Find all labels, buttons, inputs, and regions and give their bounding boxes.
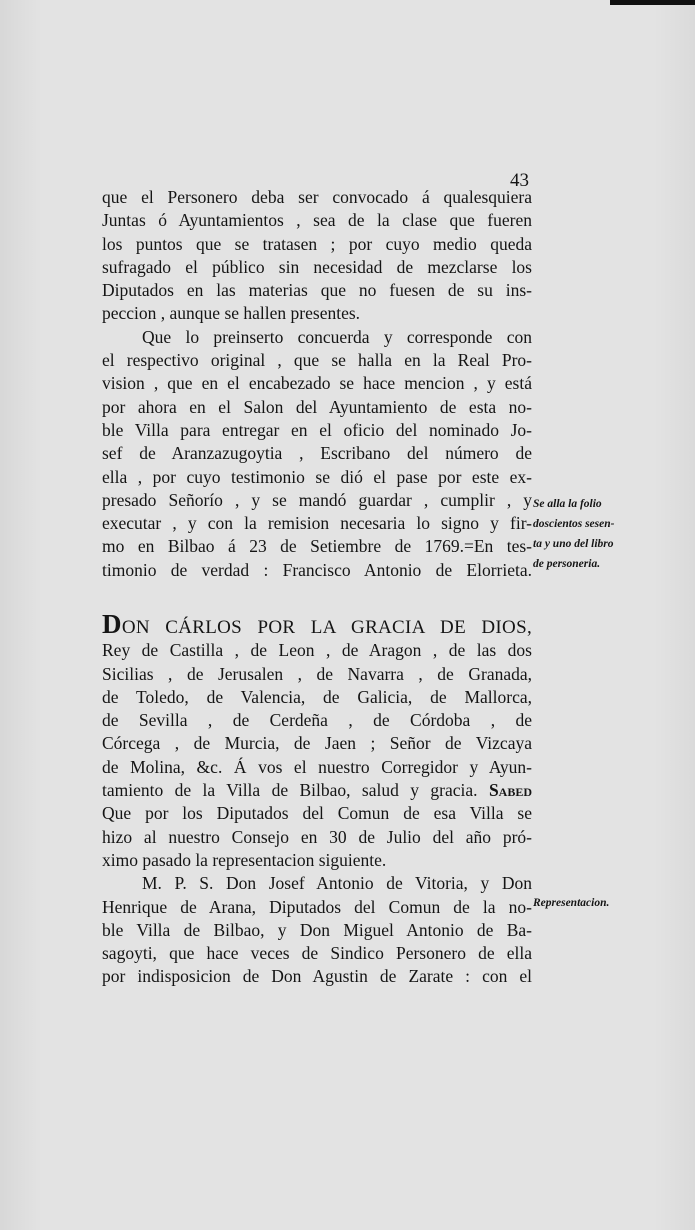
text-line: de Molina, &c. Á vos el nuestro Corregidor y Ayun- <box>102 756 532 777</box>
text-line <box>102 779 532 802</box>
text-line: Rey de Castilla , de Leon , de Aragon , de las dos <box>102 640 532 661</box>
text-line: Que lo preinserto concuerda y corresponde con <box>142 326 532 347</box>
provision-heading <box>102 609 532 639</box>
text-line: sagoyti, que hace veces de Sindico Personero de ella <box>102 943 532 964</box>
top-edge-rule <box>610 0 695 5</box>
text-line: ble Villa para entregar en el oficio del nominado Jo- <box>102 419 532 440</box>
text-line: executar , y con la remision necesaria lo signo y fir- <box>102 513 532 534</box>
text-line: que el Personero deba ser convocado á qualesquiera <box>102 187 532 207</box>
text-line-segment: tamiento de la Villa de Bilbao, salud y gracia. <box>102 780 478 801</box>
margin-note-line: ta y uno del libro <box>533 538 614 550</box>
text-line: Córcega , de Murcia, de Jaen ; Señor de Vizcaya <box>102 733 532 754</box>
text-line: de Toledo, de Valencia, de Galicia, de Mallorca, <box>102 686 532 707</box>
text-line: Henrique de Arana, Diputados del Comun de la no- <box>102 896 532 917</box>
text-block-continuation <box>102 186 532 582</box>
margin-note-line: de personeria. <box>533 558 601 570</box>
text-line: de Sevilla , de Cerdeña , de Córdoba , de <box>102 710 532 731</box>
margin-note-representacion <box>533 893 693 913</box>
text-line: ella , por cuyo testimonio se dió el pase por este ex- <box>102 466 532 487</box>
margin-note-line: Se alla la folio <box>533 498 602 510</box>
text-line: timonio de verdad : Francisco Antonio de Elorrieta. <box>102 559 532 580</box>
text-line: Juntas ó Ayuntamientos , sea de la clase que fueren <box>102 210 532 231</box>
drop-cap: D <box>102 609 122 639</box>
text-line: Diputados en las materias que no fuesen de su ins- <box>102 280 532 301</box>
margin-note-line: doscientos sesen- <box>533 518 615 530</box>
text-line: hizo al nuestro Consejo en 30 de Julio del año pró- <box>102 826 532 847</box>
text-line: por ahora en el Salon del Ayuntamiento de esta no- <box>102 396 532 417</box>
text-line: peccion , aunque se hallen presentes. <box>102 303 361 324</box>
text-line: M. P. S. Don Josef Antonio de Vitoria, y Don <box>142 873 532 894</box>
text-line: ximo pasado la representacion siguiente. <box>102 849 387 870</box>
sabed-word: Sabed <box>488 780 533 801</box>
text-line: mo en Bilbao á 23 de Setiembre de 1769.=En tes- <box>102 536 532 557</box>
heading-text: ON CÁRLOS POR LA GRACIA DE DIOS, <box>121 617 532 638</box>
text-line: ble Villa de Bilbao, y Don Miguel Antonio de Ba- <box>102 919 532 940</box>
text-line: sufragado el público sin necesidad de mezclarse los <box>102 256 532 277</box>
margin-note-line: Representacion. <box>533 897 610 909</box>
text-block-royal-provision <box>102 609 533 989</box>
text-line: el respectivo original , que se halla en la Real Pro- <box>102 350 532 371</box>
page-number: 43 <box>510 170 529 191</box>
margin-note-folio <box>533 494 693 574</box>
text-line: Que por los Diputados del Comun de esa Villa se <box>102 803 532 824</box>
text-line: los puntos que se tratasen ; por cuyo medio queda <box>102 233 532 254</box>
text-line: por indisposicion de Don Agustin de Zarate : con el <box>102 966 532 987</box>
text-line: vision , que en el encabezado se hace mencion , y está <box>102 373 532 394</box>
text-line: sef de Aranzazugoytia , Escribano del número de <box>102 443 532 464</box>
text-line: presado Señorío , y se mandó guardar , cumplir , y <box>102 489 532 510</box>
text-line: Sicilias , de Jerusalen , de Navarra , de Granada, <box>102 663 532 684</box>
